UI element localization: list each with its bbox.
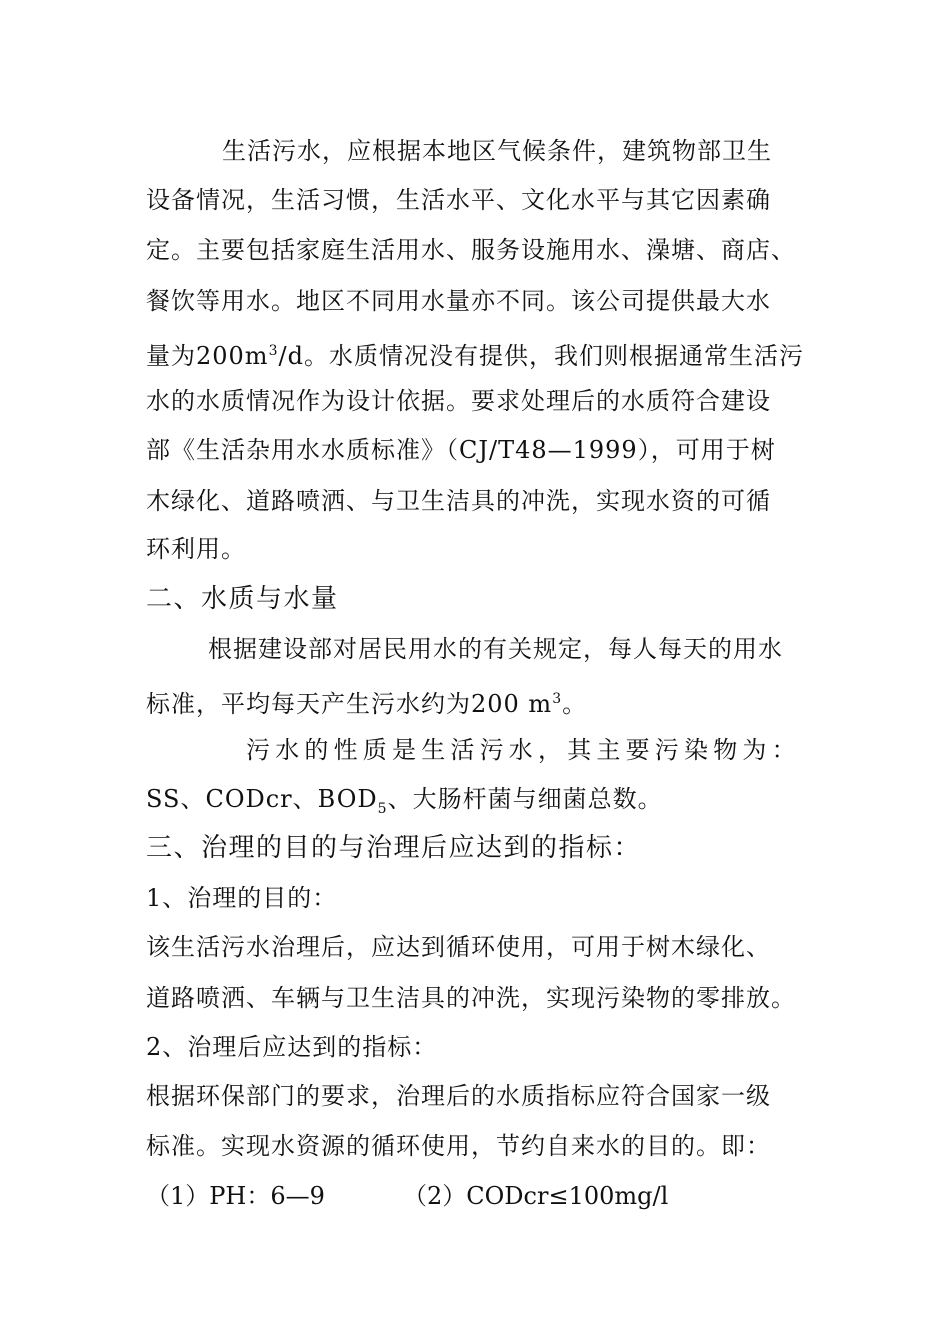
- volume-text: 量为200m: [146, 342, 269, 370]
- section3-sub1-line1: 该生活污水治理后，应达到循环使用，可用于树木绿化、: [146, 933, 771, 961]
- section2-heading: 二、水质与水量: [146, 584, 339, 614]
- paragraph1-line4: 餐饮等用水。地区不同用水量亦不同。该公司提供最大水: [146, 287, 771, 315]
- section2-line2-suffix: 。: [562, 690, 588, 718]
- paragraph1-line2: 设备情况，生活习惯，生活水平、文化水平与其它因素确: [146, 186, 771, 214]
- section2-line2-superscript: 3: [552, 691, 563, 707]
- bod-subscript: 5: [377, 800, 388, 817]
- section3-heading: 三、治理的目的与治理后应达到的指标：: [146, 833, 642, 863]
- section2-line3: 污水的性质是生活污水，其主要污染物为：: [246, 736, 801, 764]
- section3-sub2-title: 2、治理后应达到的指标：: [146, 1033, 438, 1061]
- paragraph1-line1: 生活污水，应根据本地区气候条件，建筑物部卫生: [222, 137, 772, 165]
- paragraph1-line6: 水的水质情况作为设计依据。要求处理后的水质符合建设: [146, 387, 771, 415]
- section2-line4: [146, 784, 663, 824]
- section3-sub1-title: 1、治理的目的：: [146, 884, 338, 912]
- pollutants-text-rest: 、大肠杆菌与细菌总数。: [387, 785, 663, 813]
- section3-sub2-line1: 根据环保部门的要求，治理后的水质指标应符合国家一级: [146, 1082, 771, 1110]
- indicator-codcr: （2）CODcr≤100mg/l: [403, 1182, 669, 1210]
- paragraph1-line3: 定。主要包括家庭生活用水、服务设施用水、澡塘、商店、: [146, 236, 796, 264]
- section2-line2-text: 标准，平均每天产生污水约为200 m: [146, 690, 553, 718]
- indicator-ph: （1）PH：6—9: [146, 1182, 325, 1210]
- paragraph1-line5: [146, 336, 804, 371]
- section3-sub1-line2: 道路喷洒、车辆与卫生洁具的冲洗，实现污染物的零排放。: [146, 984, 796, 1012]
- paragraph1-line9: 环利用。: [146, 535, 246, 563]
- section3-sub2-line2: 标准。实现水资源的循环使用，节约自来水的目的。即：: [146, 1132, 771, 1160]
- section2-line2: [146, 684, 587, 719]
- paragraph1-line8: 木绿化、道路喷洒、与卫生洁具的冲洗，实现水资的可循: [146, 487, 771, 515]
- volume-superscript: 3: [268, 343, 279, 359]
- section2-line1: 根据建设部对居民用水的有关规定，每人每天的用水: [208, 635, 783, 663]
- paragraph1-line7: 部《生活杂用水水质标准》（CJ/T48—1999），可用于树: [146, 436, 776, 464]
- volume-text-rest: /d。水质情况没有提供，我们则根据通常生活污: [278, 342, 804, 370]
- pollutants-text: SS、CODcr、BOD: [146, 785, 378, 813]
